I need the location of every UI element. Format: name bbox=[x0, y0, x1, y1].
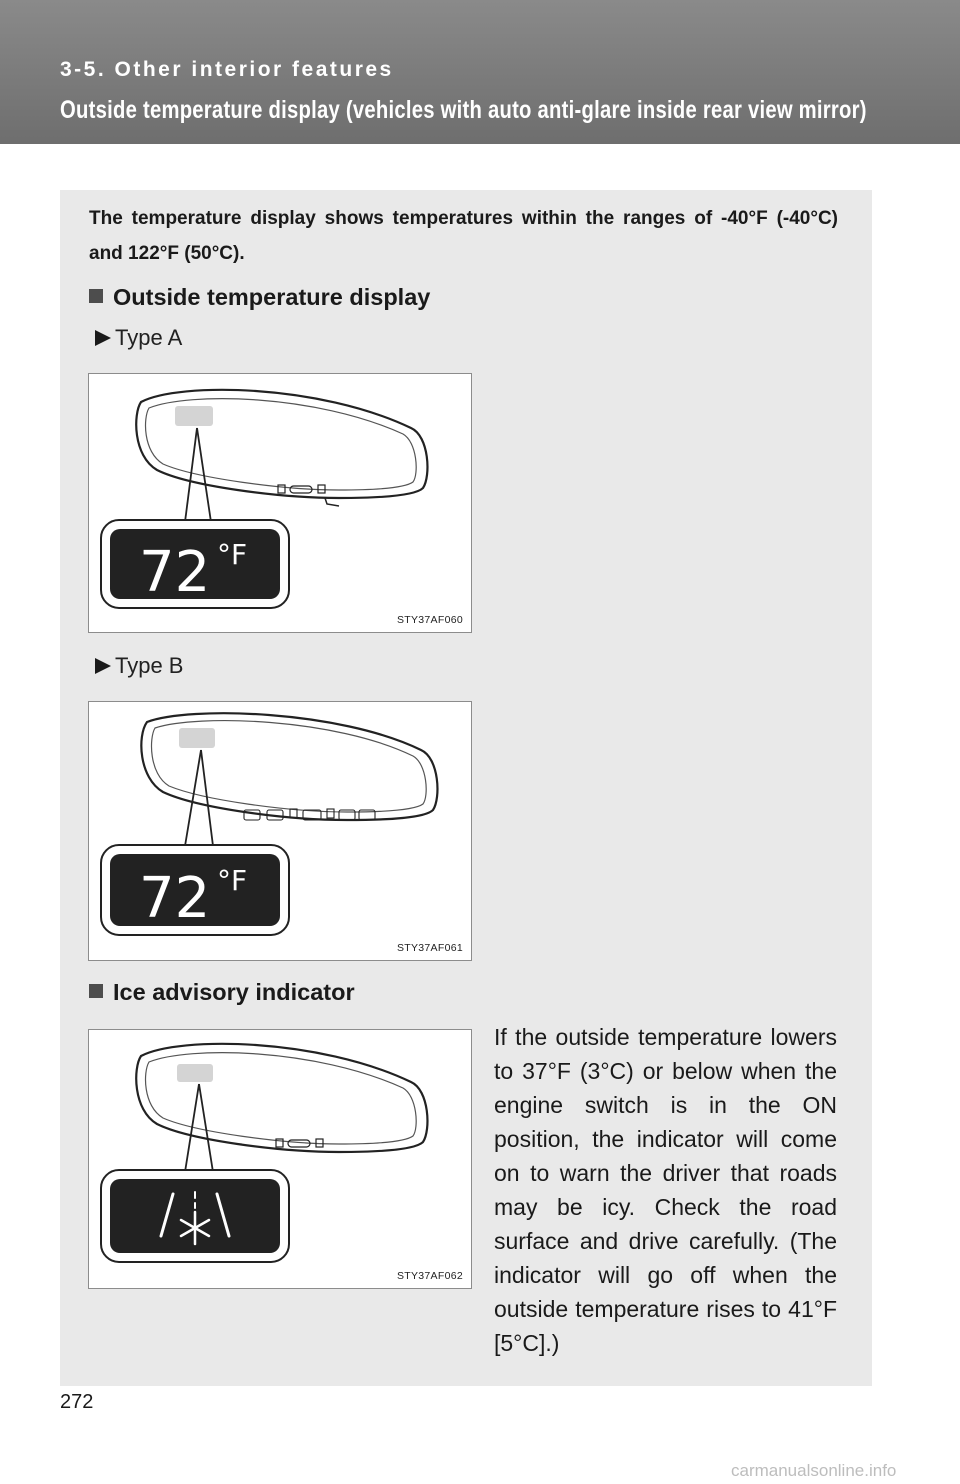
type-a-label bbox=[95, 325, 182, 351]
heading-text: Outside temperature display bbox=[113, 284, 431, 310]
temperature-digits: 72 bbox=[139, 540, 211, 605]
type-label-text: Type B bbox=[115, 653, 184, 678]
figure-code: STY37AF060 bbox=[396, 614, 463, 626]
temperature-unit: °F bbox=[217, 538, 248, 571]
figure-type-b bbox=[88, 701, 472, 961]
type-b-label bbox=[95, 653, 183, 679]
square-bullet-icon bbox=[89, 984, 103, 998]
watermark: carmanualsonline.info bbox=[731, 1461, 897, 1480]
square-bullet-icon bbox=[89, 289, 103, 303]
type-label-text: Type A bbox=[115, 325, 183, 350]
figure-type-a bbox=[88, 373, 472, 633]
figure-ice-advisory bbox=[88, 1029, 472, 1289]
page-title: Outside temperature display (vehicles with auto anti-glare inside rear view mirror) bbox=[60, 96, 867, 124]
mirror-illustration bbox=[89, 702, 471, 960]
triangle-bullet-icon bbox=[95, 658, 111, 674]
mirror-illustration bbox=[89, 1030, 471, 1288]
temperature-digits: 72 bbox=[139, 866, 211, 931]
ice-advisory-description: If the outside temperature lowers to 37°F (3°C) or below when the engine switch is in the ON position, the indicator will come on to warn the driver that roads may be icy. Check the road surface and drive carefully. (The indicator will go off when the outside temperature rises to 41°F [5°C].) bbox=[494, 1024, 837, 1356]
triangle-bullet-icon bbox=[95, 330, 111, 346]
page-header bbox=[0, 0, 960, 144]
heading-ice-advisory bbox=[89, 979, 355, 1006]
intro-paragraph: The temperature display shows temperatures within the ranges of -40°F (-40°C) and 122°F (50°C). bbox=[89, 208, 838, 264]
heading-outside-temperature bbox=[89, 284, 430, 311]
page-number: 272 bbox=[60, 1391, 94, 1413]
figure-code: STY37AF062 bbox=[396, 1270, 463, 1282]
heading-text: Ice advisory indicator bbox=[113, 979, 355, 1005]
section-label: 3-5. Other interior features bbox=[60, 58, 394, 81]
figure-code: STY37AF061 bbox=[396, 942, 463, 954]
mirror-illustration bbox=[89, 374, 471, 632]
temperature-unit: °F bbox=[217, 864, 248, 897]
